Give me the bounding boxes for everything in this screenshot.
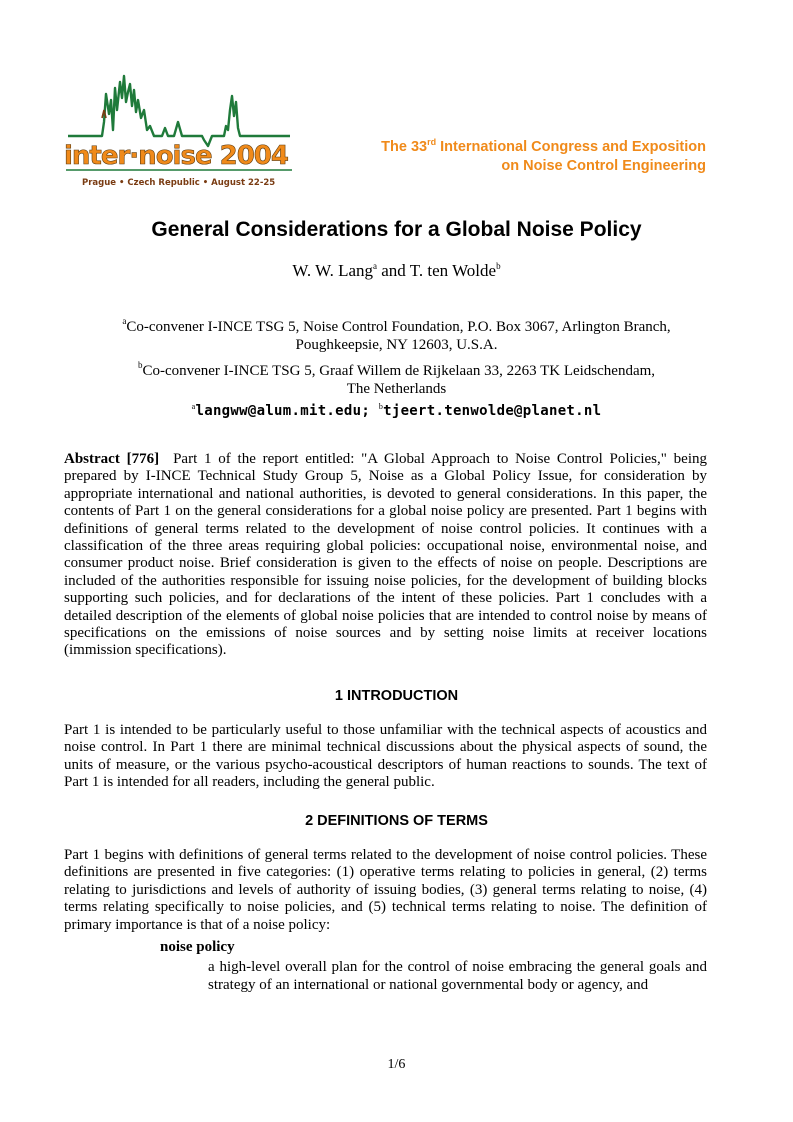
abstract-heading: Abstract [776] [64, 451, 160, 467]
conference-line-1: The 33rd International Congress and Exposition [381, 137, 706, 155]
email-link[interactable]: tjeert.tenwolde@planet.nl [383, 403, 602, 419]
logo-tagline: Prague • Czech Republic • August 22-25 [82, 178, 276, 188]
author-list: W. W. Lang$^a$ and T. ten Wolde$^b$ [292, 261, 501, 280]
conference-header [381, 138, 706, 176]
email-link[interactable]: langww@alum.mit.edu; [195, 403, 371, 419]
abstract [64, 451, 707, 660]
conference-logo [62, 70, 294, 194]
definition-term: noise policy [160, 939, 235, 955]
conference-line-2: on Noise Control Engineering [501, 158, 706, 174]
paper-title: General Considerations for a Global Noise Policy [151, 218, 642, 241]
author-emails: $^a$langww@alum.mit.edu; $^b$tjeert.tenwolde@planet.nl [191, 402, 602, 419]
section-heading: 1 INTRODUCTION [334, 688, 459, 704]
author-name: T. ten Wolde [409, 261, 497, 280]
author-name: W. W. Lang [292, 261, 374, 280]
page-number: 1/6 [387, 1057, 406, 1072]
section-paragraph: Part 1 begins with definitions of general terms related to the development of noise control policies. These definitions are presented in five categories: (1) operative terms relating to policies in general, (2) terms relating to jurisdictions and levels of authority of issuing bodies, (3) general terms relating to noise, (4) terms relating specifically to noise policies, and (5) technical terms relating to noise. The definition of primary importance is that of a noise policy: [64, 847, 707, 933]
section-paragraph: Part 1 is intended to be particularly useful to those unfamiliar with the technical aspects of acoustics and noise control. In Part 1 there are minimal technical discussions about the physical aspects of sound, the units of measure, or the various psycho-acoustical descriptors of human reactions to sounds. The text of Part 1 is intended for all readers, including the general public. [64, 722, 707, 791]
skyline-graphic [62, 70, 294, 194]
affiliation: $^b$Co-convener I-INCE TSG 5, Graaf Willem de Rijkelaan 33, 2263 TK Leidschendam, The Netherlands [137, 360, 656, 397]
abstract-text: Part 1 of the report entitled: "A Global Approach to Noise Control Policies," being prepared by I-INCE Technical Study Group 5, Noise as a Global Policy Issue, for consideration by appropriate international and national authorities, is devoted to general considerations. In this paper, the contents of Part 1 on the general considerations for a global noise policy are presented. Part 1 begins with definitions of general terms related to the development of noise control policies. It continues with a classification of the three areas requiring global policies: occupational noise, environmental noise, and consumer product noise. Brief consideration is given to the effects of noise on people. Descriptions are included of the authorities responsible for issuing noise policies, for the development of building blocks supporting such policies, and for declarations of the intent of these policies. Part 1 concludes with a detailed description of the elements of global noise policies that are intended to control noise by means of specifications on the emissions of noise sources and by setting noise limits at receiver locations (immission specifications). [64, 451, 707, 659]
affiliation: $^a$Co-convener I-INCE TSG 5, Noise Control Foundation, P.O. Box 3067, Arlington Branch, Poughkeepsie, NY 12603, U.S.A. [122, 316, 671, 353]
section-heading: 2 DEFINITIONS OF TERMS [305, 813, 488, 829]
logo-wordmark: inter·noise 2004 [64, 141, 288, 171]
definition-text: a high-level overall plan for the control of noise embracing the general goals and strategy of an international or national governmental body or agency, and [208, 959, 707, 993]
